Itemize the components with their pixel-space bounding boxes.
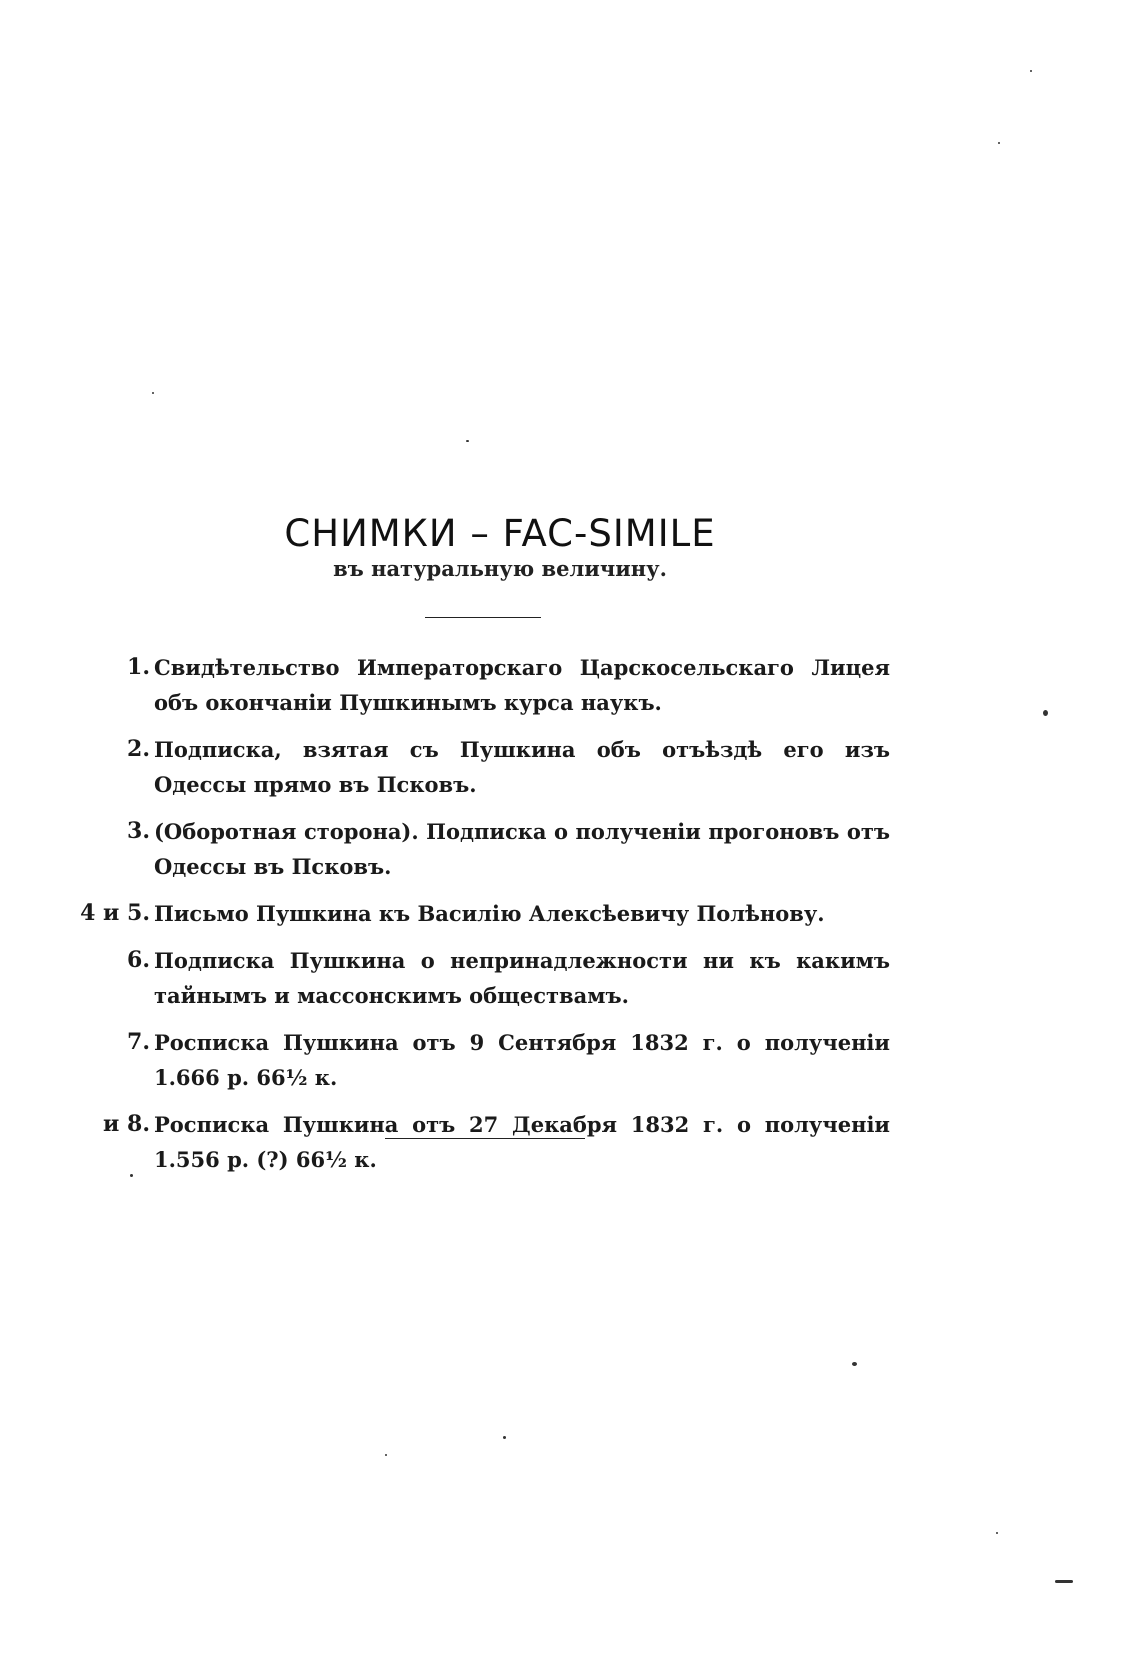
list-item — [80, 650, 890, 720]
item-number: 2. — [127, 736, 150, 762]
list-item — [80, 1025, 890, 1095]
list-item — [80, 943, 890, 1013]
item-text: (Оборотная сторона). Подписка о полученiи прогоновъ отъ Одессы въ Псковъ. — [154, 819, 890, 879]
item-text: Росписка Пушкина отъ 9 Сентября 1832 г. о полученiи 1.666 р. 66½ к. — [154, 1030, 890, 1090]
item-text: Подписка, взятая съ Пушкина объ отъѣздѣ его изъ Одессы прямо въ Псковъ. — [154, 737, 890, 797]
bottom-divider — [385, 1138, 585, 1139]
contents-list — [80, 650, 890, 1189]
list-item — [80, 896, 890, 931]
item-number: и 8. — [103, 1111, 150, 1137]
item-text: Свидѣтельство Императорскаго Царскосельскаго Лицея объ окончанiи Пушкинымъ курса наукъ. — [154, 655, 890, 715]
scan-speck — [1055, 1580, 1073, 1583]
item-number: 1. — [127, 654, 150, 680]
item-text: Письмо Пушкина къ Василiю Алексѣевичу Полѣнову. — [154, 901, 825, 926]
scan-speck — [998, 142, 1000, 144]
item-number: 7. — [127, 1029, 150, 1055]
item-number: 4 и 5. — [80, 900, 150, 926]
scan-speck — [385, 1454, 387, 1456]
item-text: Росписка Пушкина отъ 27 Декабря 1832 г. о полученiи 1.556 р. (?) 66½ к. — [154, 1112, 890, 1172]
scan-speck — [996, 1532, 998, 1534]
scan-speck — [1030, 70, 1032, 72]
scan-speck — [1043, 710, 1048, 716]
page-subtitle: въ натуральную величину. — [333, 556, 667, 581]
item-text: Подписка Пушкина о непринадлежности ни къ какимъ тайнымъ и массонскимъ обществамъ. — [154, 948, 890, 1008]
item-number: 6. — [127, 947, 150, 973]
scan-speck — [152, 392, 154, 394]
page-title: СНИМКИ – FAC-SIMILE — [284, 511, 716, 555]
scan-speck — [130, 1174, 133, 1177]
list-item — [80, 1107, 890, 1177]
scan-speck — [852, 1362, 857, 1366]
scan-speck — [503, 1436, 506, 1439]
item-number: 3. — [127, 818, 150, 844]
list-item — [80, 732, 890, 802]
list-item — [80, 814, 890, 884]
scan-speck — [466, 440, 469, 442]
top-divider — [425, 617, 541, 618]
